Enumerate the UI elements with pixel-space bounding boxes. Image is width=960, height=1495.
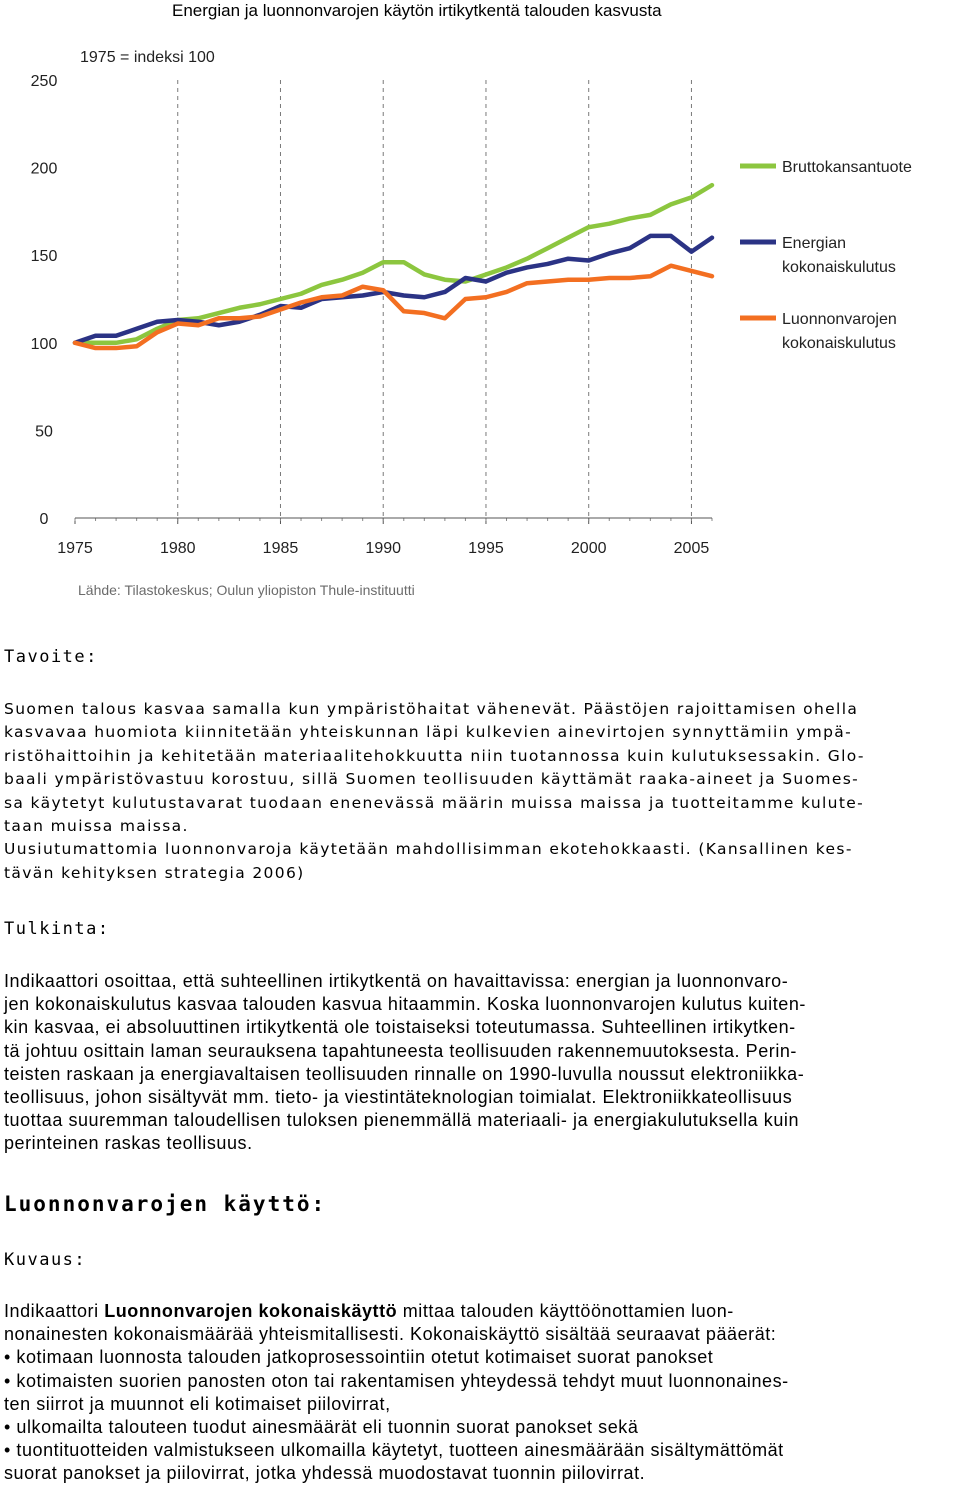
x-tick-label: 1980 bbox=[159, 540, 196, 557]
series-line-2 bbox=[75, 266, 712, 348]
y-tick-label: 50 bbox=[35, 423, 53, 441]
indicator-name: Luonnonvarojen kokonaiskäyttö bbox=[104, 1301, 398, 1321]
text-line: taan muissa maissa. bbox=[4, 817, 189, 836]
bullet-item: • kotimaan luonnosta talouden jatkoprosessointiin otetut kotimaiset suorat panokset bbox=[4, 1346, 954, 1369]
legend-label-resources-line2: kokonaiskulutus bbox=[782, 335, 896, 352]
text-line: Indikaattori osoittaa, että suhteellinen irtikytkentä on havaittavissa: energian ja luonnonvaro- bbox=[4, 971, 789, 991]
x-tick-label: 1990 bbox=[365, 540, 402, 557]
legend-label-energy bbox=[782, 235, 896, 276]
x-tick-label: 1985 bbox=[262, 540, 299, 557]
text-line: kasvavaa huomiota kiinnitetään yhteiskunnan läpi kulkevien ainevirtojen synnyttämiin ympä- bbox=[4, 723, 853, 742]
y-tick-label: 150 bbox=[30, 248, 58, 266]
legend-label-resources bbox=[782, 311, 897, 352]
y-tick-label: 250 bbox=[30, 73, 58, 90]
decoupling-chart bbox=[0, 0, 960, 560]
text-line: jen kokonaiskulutus kasvaa talouden kasvua hitaammin. Koska luonnonvarojen kulutus kuiten- bbox=[4, 994, 806, 1015]
text-line: Uusiutumattomia luonnonvaroja käytetään mahdollisimman ekotehokkaasti. (Kansallinen kes- bbox=[4, 840, 853, 859]
text-line: teollisuus, johon sisältyvät mm. tieto- ja viestintäteknologian toimialat. Elektroniikkateollisuus bbox=[4, 1087, 793, 1108]
text-line: sa käytetyt kulutustavarat tuodaan enenevässä määrin muissa maissa ja tuotteitamme kulute- bbox=[4, 793, 865, 812]
text-line: teisten raskaan ja energiavaltaisen teollisuuden rinnalle on 1990-luvulla noussut elektroniikka- bbox=[4, 1063, 805, 1084]
y-tick-label: 200 bbox=[30, 160, 58, 178]
x-axis bbox=[57, 518, 712, 557]
bullet-continuation: ten siirrot ja muunnot eli kotimaiset piilovirrat, bbox=[4, 1393, 391, 1414]
bullet-item: • ulkomailta talouteen tuodut ainesmäärät eli tuonnin suorat panokset sekä bbox=[4, 1416, 954, 1439]
tulkinta-heading: Tulkinta: bbox=[4, 919, 110, 939]
text-line: tä johtuu osittain laman seurauksena tapahtuneesta teollisuuden rakennemuutoksesta. Perin- bbox=[4, 1040, 797, 1061]
tavoite-paragraph bbox=[4, 698, 954, 885]
tulkinta-paragraph bbox=[4, 970, 954, 1156]
tavoite-heading: Tavoite: bbox=[4, 647, 98, 667]
legend-label-gdp: Bruttokansantuote bbox=[782, 159, 912, 176]
text-line: baali ympäristövastuu korostuu, sillä Suomen teollisuuden käyttämät raaka-aineet ja Suomes- bbox=[4, 770, 860, 789]
legend-label-resources-line1: Luonnonvarojen bbox=[782, 311, 897, 328]
x-tick-label: 1995 bbox=[468, 540, 504, 557]
legend-label-energy-line2: kokonaiskulutus bbox=[782, 259, 896, 276]
kuvaus-heading: Kuvaus: bbox=[4, 1250, 87, 1270]
kuvaus-paragraph bbox=[4, 1300, 954, 1486]
legend-label-energy-line1: Energian bbox=[782, 235, 847, 252]
gridlines bbox=[178, 80, 692, 518]
bullet-continuation: suorat panokset ja piilovirrat, jotka yhdessä muodostavat tuonnin piilovirrat. bbox=[4, 1463, 646, 1484]
text-line bbox=[4, 1300, 954, 1323]
bullet-item: • tuontituotteiden valmistukseen ulkomailla käytetyt, tuotteen ainesmäärään sisältymättömät bbox=[4, 1439, 954, 1462]
series-lines bbox=[75, 185, 712, 348]
text-line: ristöhaittoihin ja kehitetään materiaalitehokkuutta niin tuotannossa kuin kulutuksessakin. Glo- bbox=[4, 746, 865, 765]
legend bbox=[740, 159, 912, 352]
text-line: tuottaa suuremman taloudellisen tuloksen pienemmällä materiaali- ja energiakulutuksella kuin bbox=[4, 1110, 800, 1131]
x-tick-label: 1975 bbox=[57, 540, 93, 557]
text-line: tävän kehityksen strategia 2006) bbox=[4, 863, 305, 882]
x-tick-label: 2005 bbox=[673, 540, 710, 557]
text-line: Suomen talous kasvaa samalla kun ympäristöhaitat vähenevät. Päästöjen rajoittamisen ohella bbox=[4, 700, 859, 718]
kuvaus-intro-after: mittaa talouden käyttöönottamien luon- bbox=[397, 1301, 734, 1321]
text-line: perinteinen raskas teollisuus. bbox=[4, 1133, 253, 1154]
y-tick-label: 100 bbox=[30, 335, 58, 353]
kuvaus-intro-before: Indikaattori bbox=[4, 1301, 105, 1321]
bullet-item: • kotimaisten suorien panosten oton tai rakentamisen yhteydessä tehdyt muut luonnonaines- bbox=[4, 1370, 954, 1393]
y-tick-label: 0 bbox=[39, 511, 49, 528]
text-line: kin kasvaa, ei absoluuttinen irtikytkentä ole toistaiseksi toteutumassa. Suhteellinen irtikytken- bbox=[4, 1017, 796, 1038]
chart-subtitle: 1975 = indeksi 100 bbox=[80, 49, 215, 66]
y-axis bbox=[31, 73, 58, 528]
text-line: nonainesten kokonaismäärää yhteismitallisesti. Kokonaiskäyttö sisältää seuraavat pääerät: bbox=[4, 1324, 777, 1345]
x-tick-label: 2000 bbox=[570, 540, 607, 557]
luonnonvarat-heading: Luonnonvarojen käyttö: bbox=[4, 1192, 327, 1216]
chart-title: Energian ja luonnonvarojen käytön irtikytkentä talouden kasvusta bbox=[172, 1, 662, 20]
chart-source: Lähde: Tilastokeskus; Oulun yliopiston Thule-instituutti bbox=[78, 582, 415, 598]
